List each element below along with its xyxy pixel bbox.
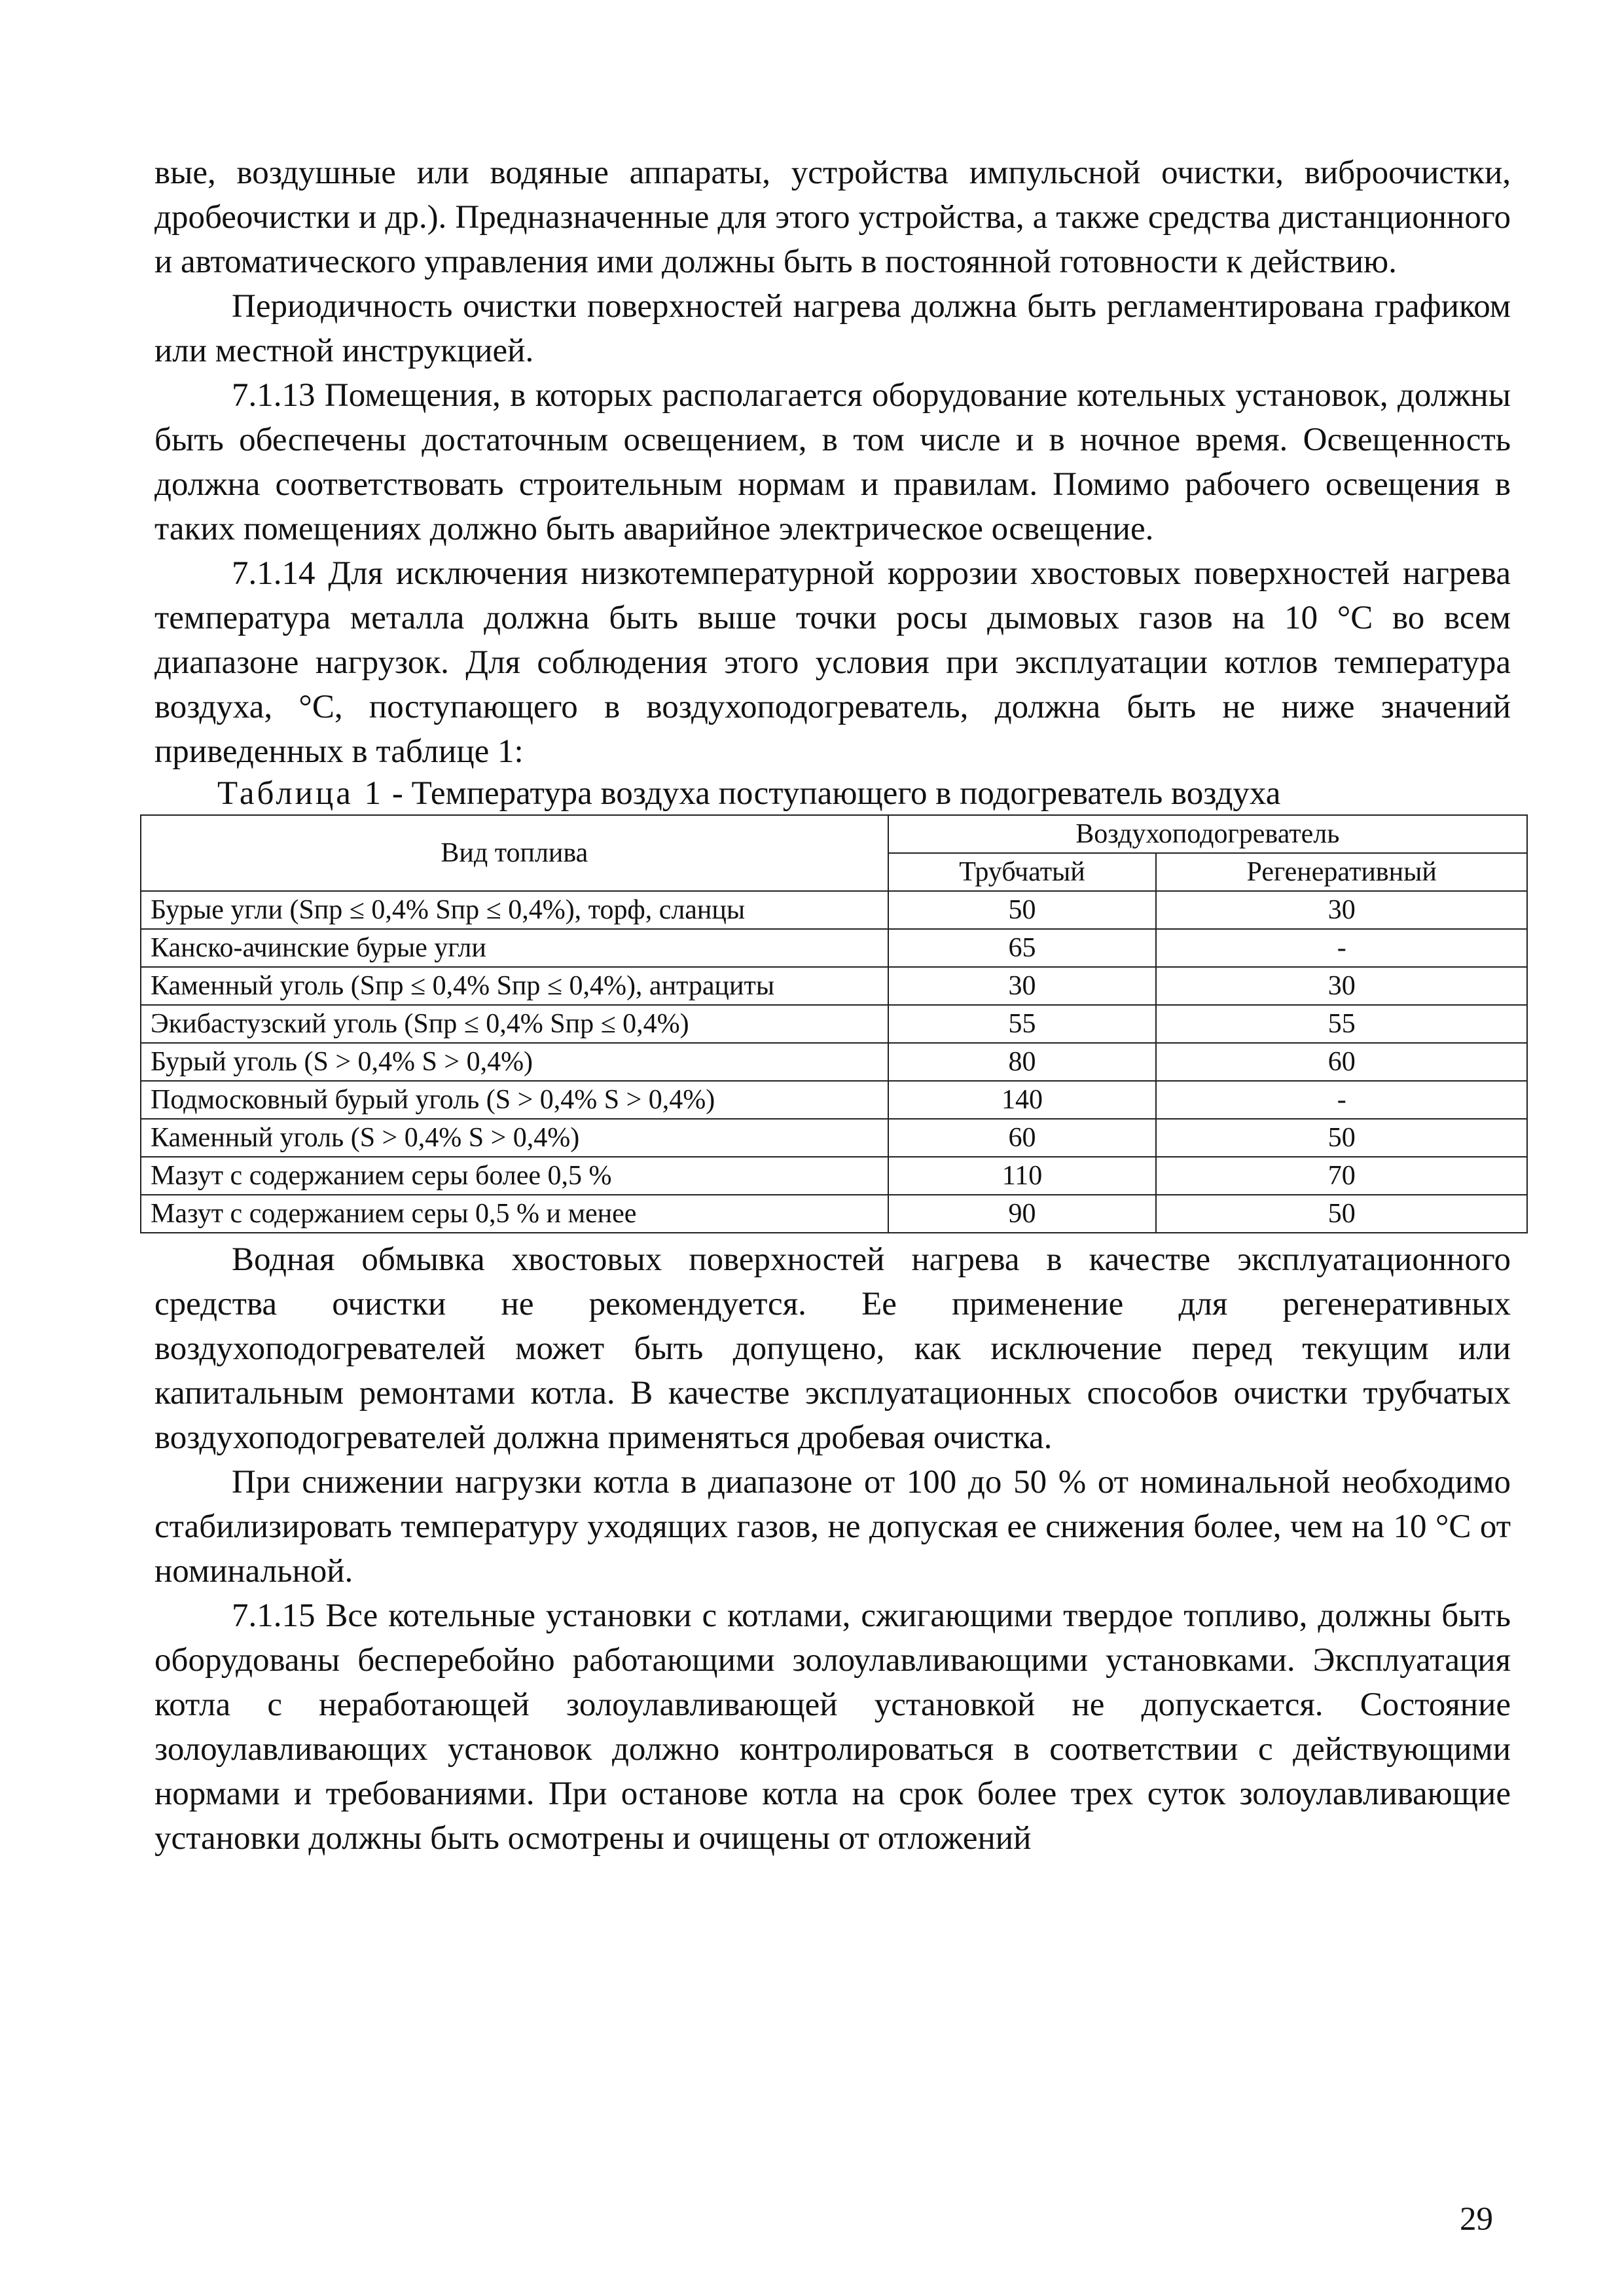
document-page (151, 151, 1511, 1861)
table-caption-label: Таблица 1 (217, 775, 384, 812)
tubular-value: 55 (888, 1005, 1157, 1043)
tubular-value: 90 (888, 1195, 1157, 1233)
regenerative-value: 30 (1156, 967, 1527, 1005)
table-row (141, 1081, 1527, 1119)
table-row (141, 1157, 1527, 1195)
header-tubular: Трубчатый (888, 853, 1157, 891)
fuel-cell: Бурые угли (Sпр ≤ 0,4% Sпр ≤ 0,4%), торф, сланцы (141, 891, 888, 929)
fuel-cell: Мазут с содержанием серы более 0,5 % (141, 1157, 888, 1195)
regenerative-value: - (1156, 929, 1527, 967)
table-row (141, 1119, 1527, 1157)
tubular-value: 60 (888, 1119, 1157, 1157)
table-caption (217, 774, 1511, 813)
regenerative-value: 30 (1156, 891, 1527, 929)
fuel-cell: Канско-ачинские бурые угли (141, 929, 888, 967)
fuel-cell: Мазут с содержанием серы 0,5 % и менее (141, 1195, 888, 1233)
paragraph: Водная обмывка хвостовых поверхностей нагрева в качестве эксплуатационного средства очистки не рекомендуется. Ее применение для регенеративных воздухоподогревателей может быть допущено, как исключение перед текущим или капитальным ремонтами котла. В качестве эксплуатационных способов очистки трубчатых воздухоподогревателей должна применяться дробевая очистка. (154, 1241, 1511, 1456)
air-temperature-table (140, 814, 1528, 1233)
table-row (141, 929, 1527, 967)
tubular-value: 140 (888, 1081, 1157, 1119)
tubular-value: 65 (888, 929, 1157, 967)
paragraph: При снижении нагрузки котла в диапазоне от 100 до 50 % от номинальной необходимо стабилизировать температуру уходящих газов, не допуская ее снижения более, чем на 10 °С от номинальной. (154, 1464, 1511, 1590)
header-regenerative: Регенеративный (1156, 853, 1527, 891)
tubular-value: 50 (888, 891, 1157, 929)
body-text-after-table (154, 1237, 1511, 1861)
regenerative-value: 50 (1156, 1195, 1527, 1233)
paragraph: 7.1.13 Помещения, в которых располагается оборудование котельных установок, должны быть обеспечены достаточным освещением, в том числе и в ночное время. Освещенность должна соответствовать строительным нормам и правилам. Помимо рабочего освещения в таких помещениях должно быть аварийное электрическое освещение. (154, 377, 1511, 547)
tubular-value: 110 (888, 1157, 1157, 1195)
table-caption-text: - Температура воздуха поступающего в подогреватель воздуха (384, 775, 1281, 812)
fuel-cell: Бурый уголь (S > 0,4% S > 0,4%) (141, 1043, 888, 1081)
fuel-cell: Каменный уголь (S > 0,4% S > 0,4%) (141, 1119, 888, 1157)
tubular-value: 80 (888, 1043, 1157, 1081)
paragraph: вые, воздушные или водяные аппараты, устройства импульсной очистки, виброочистки, дробеочистки и др.). Предназначенные для этого устройства, а также средства дистанционного и автоматического управления ими должны быть в постоянной готовности к действию. (154, 155, 1511, 280)
header-fuel-type: Вид топлива (141, 815, 888, 891)
table-row (141, 1005, 1527, 1043)
page-number: 29 (1460, 2201, 1493, 2238)
paragraph: 7.1.15 Все котельные установки с котлами, сжигающими твердое топливо, должны быть оборудованы бесперебойно работающими золоулавливающими установками. Эксплуатация котла с неработающей золоулавливающей установкой не допускается. Состояние золоулавливающих установок должно контролироваться в соответствии с действующими нормами и требованиями. При останове котла на срок более трех суток золоулавливающие установки должны быть осмотрены и очищены от отложений (154, 1597, 1511, 1857)
fuel-cell: Экибастузский уголь (Sпр ≤ 0,4% Sпр ≤ 0,4%) (141, 1005, 888, 1043)
regenerative-value: - (1156, 1081, 1527, 1119)
paragraph: Периодичность очистки поверхностей нагрева должна быть регламентирована графиком или местной инструкцией. (154, 288, 1511, 369)
regenerative-value: 60 (1156, 1043, 1527, 1081)
table-row (141, 891, 1527, 929)
paragraph: 7.1.14 Для исключения низкотемпературной коррозии хвостовых поверхностей нагрева температура металла должна быть выше точки росы дымовых газов на 10 °С во всем диапазоне нагрузок. Для соблюдения этого условия при эксплуатации котлов температура воздуха, °С, поступающего в воздухоподогреватель, должна быть не ниже значений приведенных в таблице 1: (154, 555, 1511, 770)
fuel-cell: Каменный уголь (Sпр ≤ 0,4% Sпр ≤ 0,4%), антрациты (141, 967, 888, 1005)
fuel-cell: Подмосковный бурый уголь (S > 0,4% S > 0,4%) (141, 1081, 888, 1119)
table-row (141, 1043, 1527, 1081)
table-header-row (141, 815, 1527, 853)
tubular-value: 30 (888, 967, 1157, 1005)
table-row (141, 1195, 1527, 1233)
regenerative-value: 70 (1156, 1157, 1527, 1195)
regenerative-value: 50 (1156, 1119, 1527, 1157)
regenerative-value: 55 (1156, 1005, 1527, 1043)
body-text-before-table (154, 151, 1511, 774)
header-air-heater: Воздухоподогреватель (888, 815, 1527, 853)
table-row (141, 967, 1527, 1005)
